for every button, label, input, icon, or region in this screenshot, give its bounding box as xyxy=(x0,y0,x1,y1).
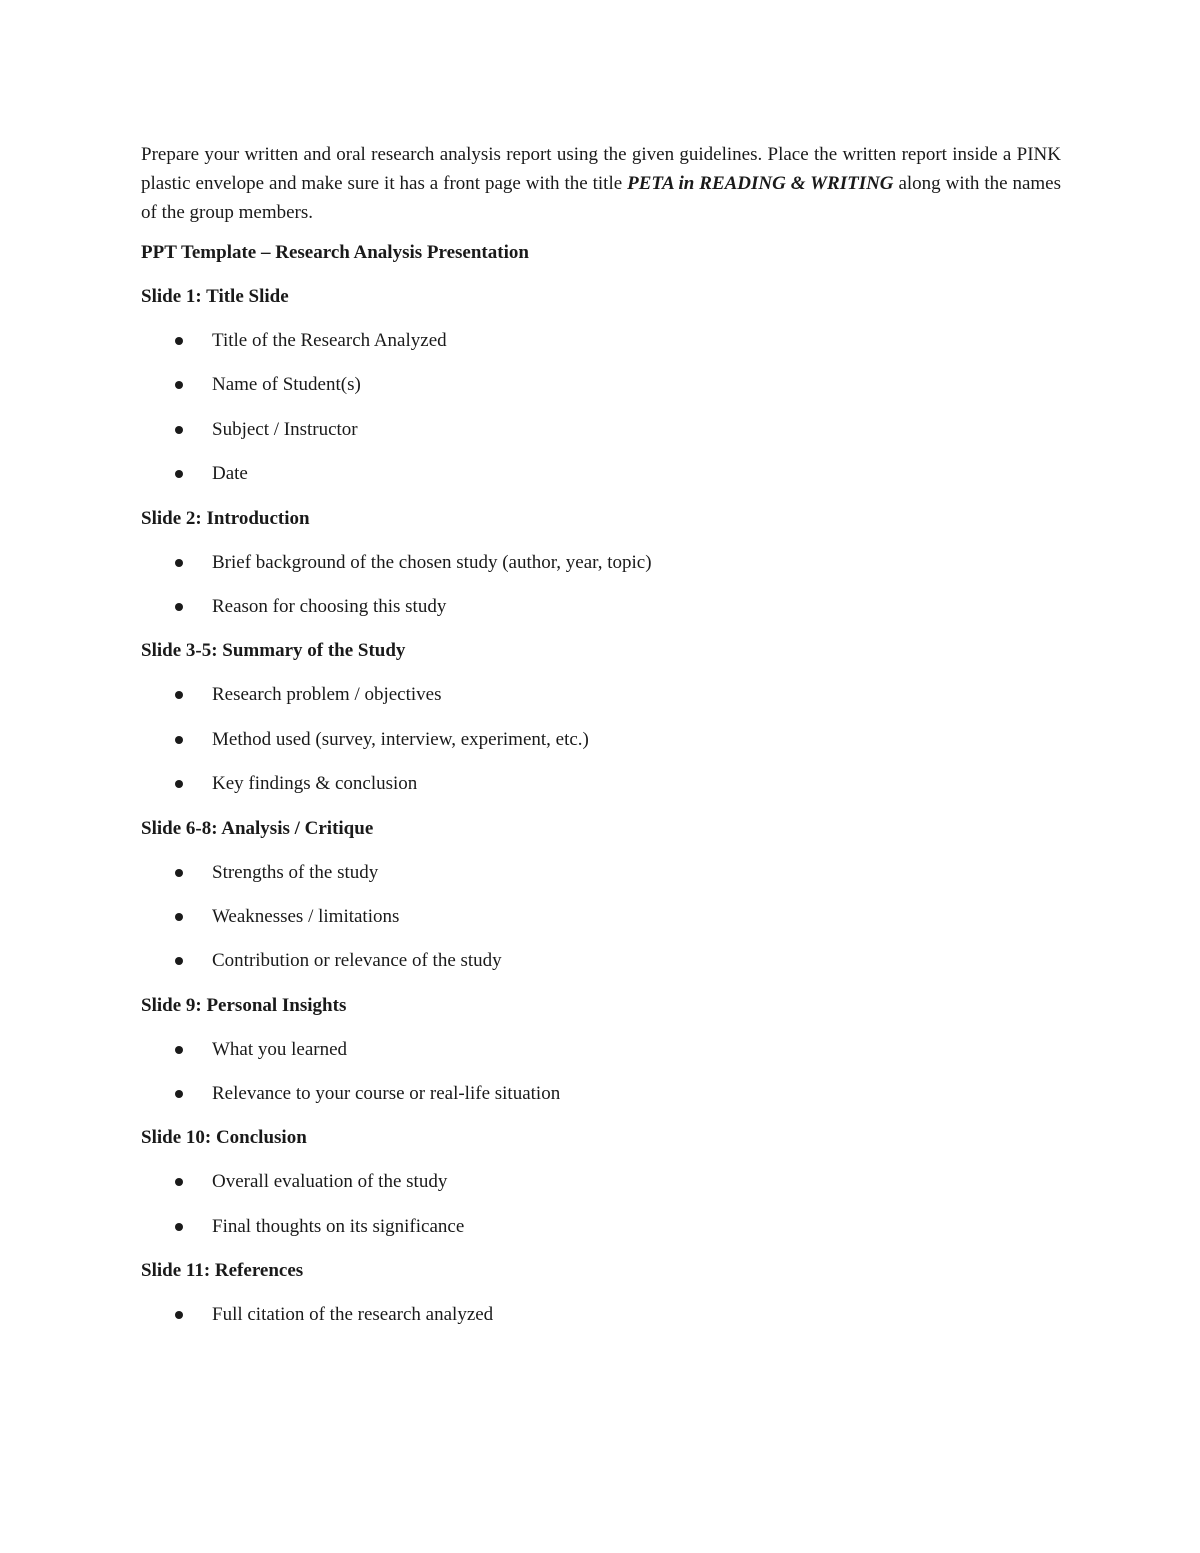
list-item xyxy=(141,371,1061,399)
section-title: Slide 11: References xyxy=(141,1260,304,1282)
bullet-list xyxy=(141,549,1061,621)
bullet-dot-icon xyxy=(175,691,183,699)
list-item xyxy=(141,1168,1061,1196)
slide-section xyxy=(141,637,1061,798)
list-item xyxy=(141,1080,1061,1108)
bullet-dot-icon xyxy=(175,337,183,345)
list-item xyxy=(141,770,1061,798)
list-item-text: Title of the Research Analyzed xyxy=(212,330,447,351)
bullet-list xyxy=(141,859,1061,976)
bullet-dot-icon xyxy=(175,869,183,877)
intro-title-emphasis: PETA in READING & WRITING xyxy=(627,173,894,194)
bullet-dot-icon xyxy=(175,1046,183,1054)
bullet-dot-icon xyxy=(175,1178,183,1186)
list-item xyxy=(141,947,1061,975)
list-item-text: Relevance to your course or real-life situation xyxy=(212,1083,561,1105)
list-item-text: Overall evaluation of the study xyxy=(212,1171,448,1193)
list-item-text: Research problem / objectives xyxy=(212,684,442,706)
bullet-dot-icon xyxy=(175,1223,183,1231)
list-item xyxy=(141,681,1061,709)
section-title: Slide 6-8: Analysis / Critique xyxy=(141,817,374,839)
slide-section xyxy=(141,505,1061,621)
template-heading: PPT Template – Research Analysis Presentation xyxy=(141,242,529,263)
bullet-dot-icon xyxy=(175,470,183,478)
slide-section xyxy=(141,992,1061,1108)
list-item-text: Reason for choosing this study xyxy=(212,595,447,617)
list-item xyxy=(141,859,1061,887)
list-item xyxy=(141,726,1061,754)
bullet-list xyxy=(141,327,1061,488)
section-title: Slide 1: Title Slide xyxy=(141,286,289,307)
slide-section xyxy=(141,1257,1061,1329)
document-page xyxy=(141,140,1061,1346)
list-item-text: What you learned xyxy=(212,1038,348,1060)
list-item xyxy=(141,1036,1061,1064)
bullet-dot-icon xyxy=(175,381,183,389)
bullet-dot-icon xyxy=(175,1090,183,1098)
section-title: Slide 10: Conclusion xyxy=(141,1127,307,1149)
bullet-dot-icon xyxy=(175,736,183,744)
intro-text-1: Prepare your written and oral research analysis report using the given guidelines. Place the written report inside a PINK plastic envelope and make sure it has a front page with the title xyxy=(141,144,1061,194)
section-title: Slide 2: Introduction xyxy=(141,507,310,529)
section-title: Slide 3-5: Summary of the Study xyxy=(141,640,406,662)
bullet-dot-icon xyxy=(175,1311,183,1319)
bullet-dot-icon xyxy=(175,913,183,921)
slide-section xyxy=(141,1124,1061,1240)
list-item-text: Weaknesses / limitations xyxy=(212,905,400,927)
bullet-dot-icon xyxy=(175,559,183,567)
slide-sections xyxy=(141,283,1061,1329)
list-item-text: Key findings & conclusion xyxy=(212,773,418,795)
list-item xyxy=(141,1213,1061,1241)
list-item xyxy=(141,327,1061,355)
intro-paragraph xyxy=(141,140,1061,227)
list-item-text: Brief background of the chosen study (author, year, topic) xyxy=(212,551,652,573)
list-item xyxy=(141,593,1061,621)
list-item-text: Full citation of the research analyzed xyxy=(212,1304,494,1326)
list-item xyxy=(141,903,1061,931)
bullet-dot-icon xyxy=(175,603,183,611)
list-item xyxy=(141,416,1061,444)
bullet-list xyxy=(141,1036,1061,1108)
bullet-dot-icon xyxy=(175,957,183,965)
list-item-text: Strengths of the study xyxy=(212,861,379,883)
section-title: Slide 9: Personal Insights xyxy=(141,994,347,1016)
list-item xyxy=(141,460,1061,488)
intro-text-2: along with the names of the group members. xyxy=(141,173,1061,223)
list-item-text: Contribution or relevance of the study xyxy=(212,950,502,972)
bullet-list xyxy=(141,681,1061,798)
list-item xyxy=(141,549,1061,577)
list-item-text: Subject / Instructor xyxy=(212,418,358,440)
list-item-text: Final thoughts on its significance xyxy=(212,1215,465,1237)
bullet-list xyxy=(141,1168,1061,1240)
list-item xyxy=(141,1301,1061,1329)
list-item-text: Name of Student(s) xyxy=(212,374,361,396)
slide-section xyxy=(141,283,1061,488)
list-item-text: Method used (survey, interview, experiment, etc.) xyxy=(212,728,589,750)
slide-section xyxy=(141,815,1061,976)
bullet-dot-icon xyxy=(175,780,183,788)
bullet-dot-icon xyxy=(175,426,183,434)
list-item-text: Date xyxy=(212,463,248,485)
bullet-list xyxy=(141,1301,1061,1329)
